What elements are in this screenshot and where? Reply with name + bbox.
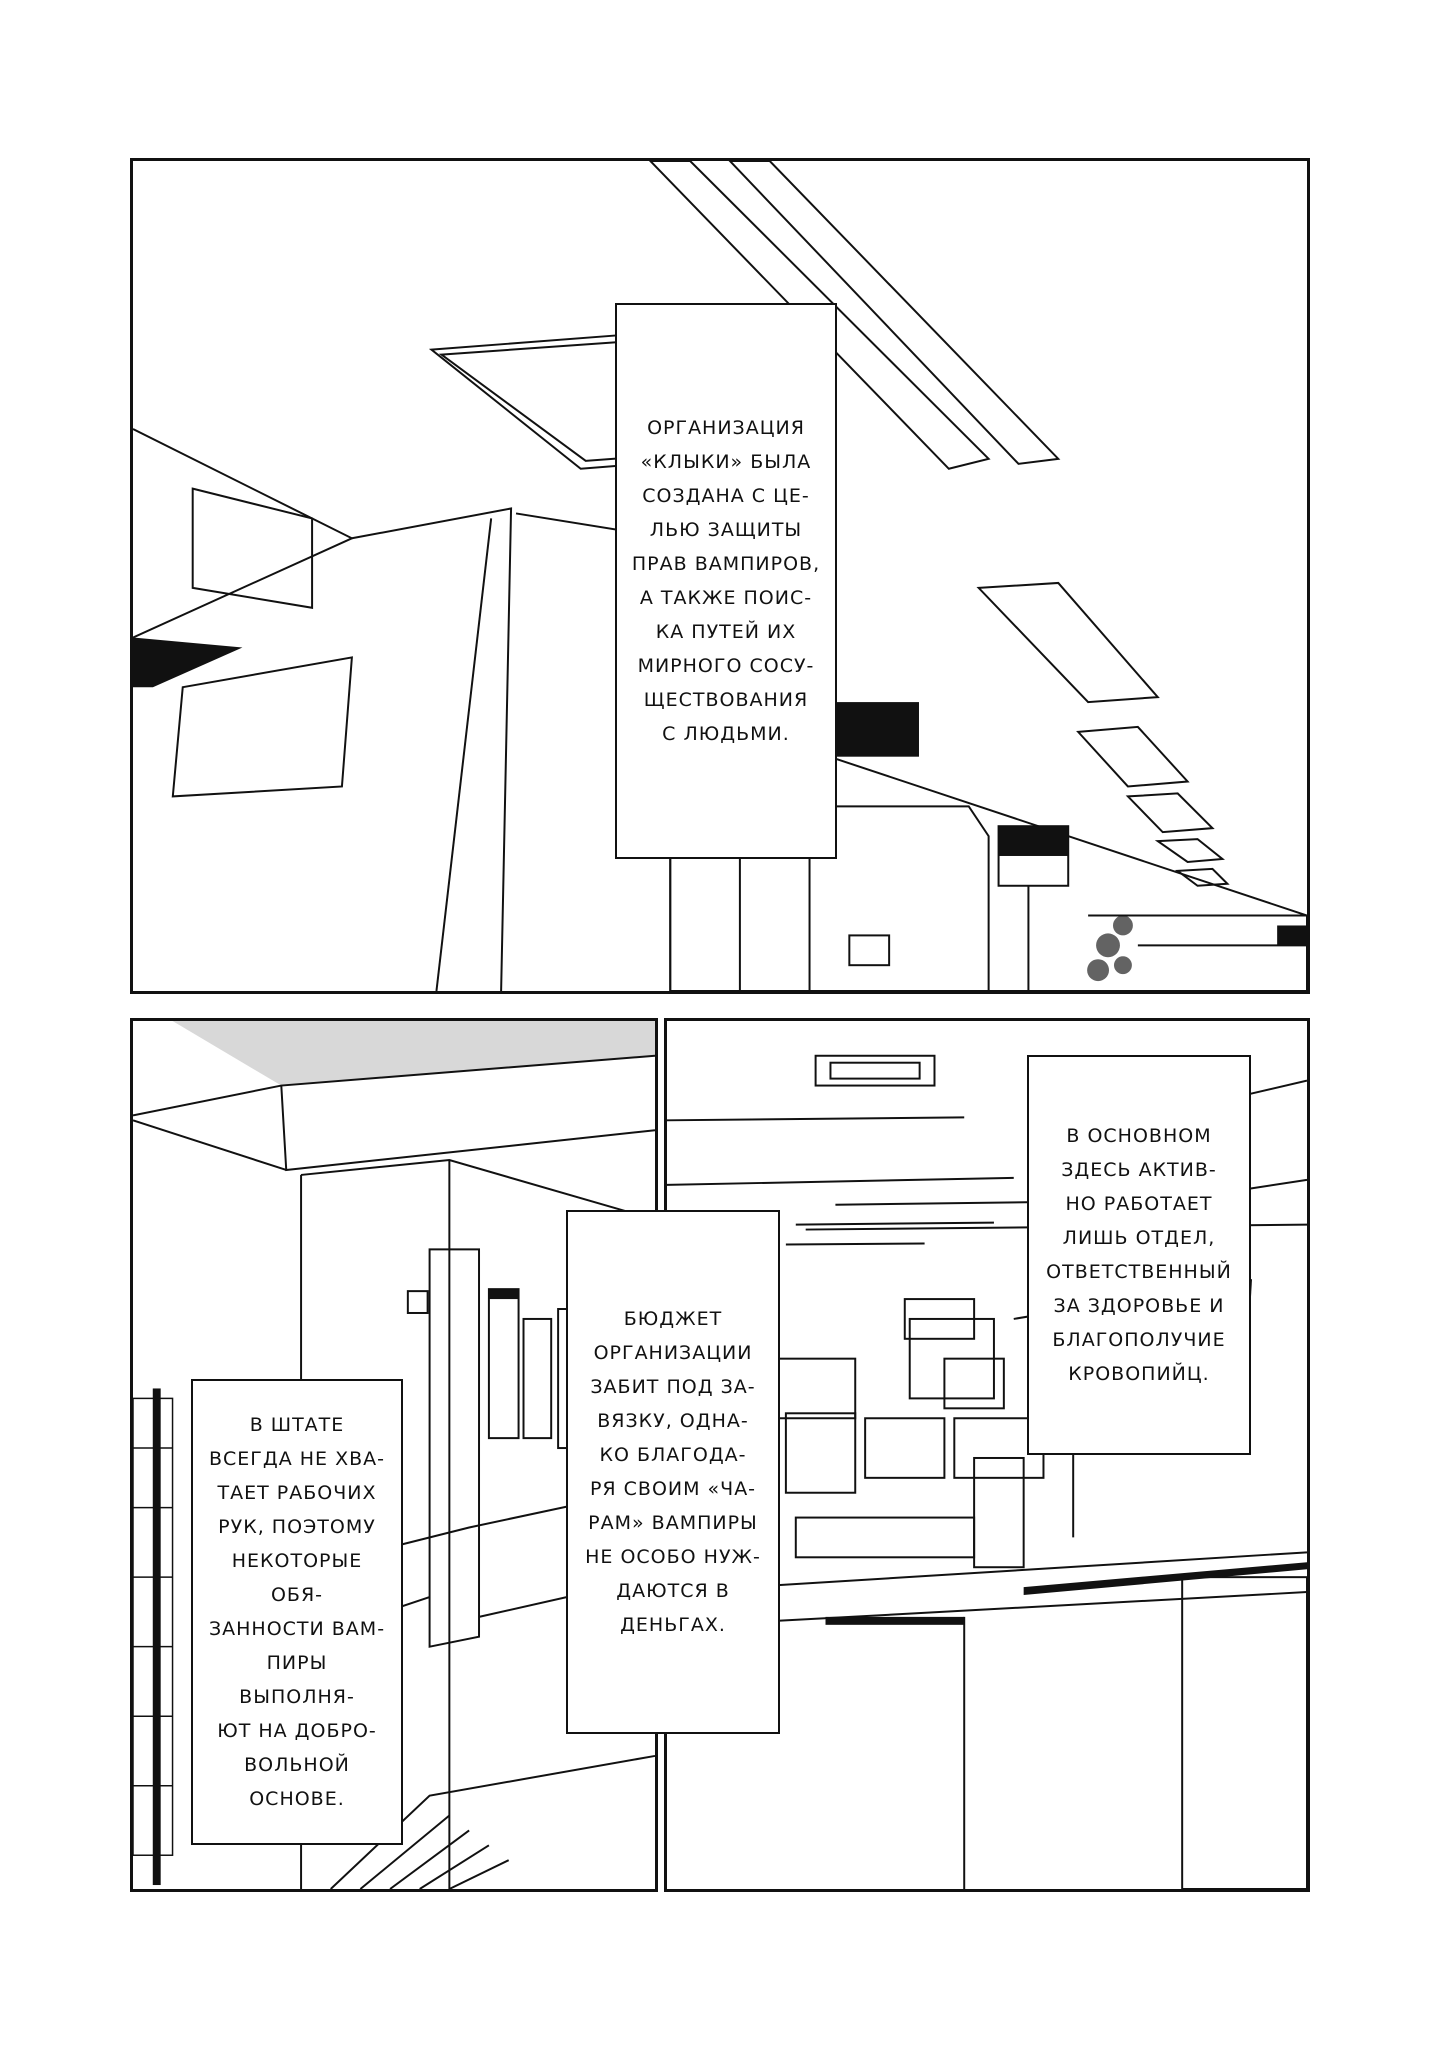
caption-text-staff: В ШТАТЕ ВСЕГДА НЕ ХВА- ТАЕТ РАБОЧИХ РУК, ПОЭТОМУ НЕКОТОРЫЕ ОБЯ- ЗАННОСТИ ВАМ- ПИРЫ ВЫПОЛНЯ- ЮТ НА ДОБРО- ВОЛЬНОЙ ОСНОВЕ. [208,1414,386,1810]
caption-text-top: ОРГАНИЗАЦИЯ «КЛЫКИ» БЫЛА СОЗДАНА С ЦЕ- ЛЬЮ ЗАЩИТЫ ПРАВ ВАМПИРОВ, А ТАКЖЕ ПОИС- КА ПУТЕЙ ИХ МИРНОГО СОСУ- ЩЕСТВОВАНИЯ С ЛЮДЬМИ. [631,417,821,745]
caption-box-bottom-right [1027,1055,1251,1455]
caption-text-department: В ОСНОВНОМ ЗДЕСЬ АКТИВ- НО РАБОТАЕТ ЛИШЬ ОТДЕЛ, ОТВЕТСТВЕННЫЙ ЗА ЗДОРОВЬЕ И БЛАГОПОЛУЧИЕ КРОВОПИЙЦ. [1046,1125,1232,1385]
caption-box-bottom-left-1 [191,1379,403,1845]
caption-box-top [615,303,837,859]
caption-box-budget [566,1210,780,1734]
caption-text-budget: БЮДЖЕТ ОРГАНИЗАЦИИ ЗАБИТ ПОД ЗА- ВЯЗКУ, ОДНА- КО БЛАГОДА- РЯ СВОИМ «ЧА- РАМ» ВАМПИРЫ НЕ ОСОБО НУЖ- ДАЮТСЯ В ДЕНЬГАХ. [585,1308,761,1636]
panel-top [130,158,1310,994]
